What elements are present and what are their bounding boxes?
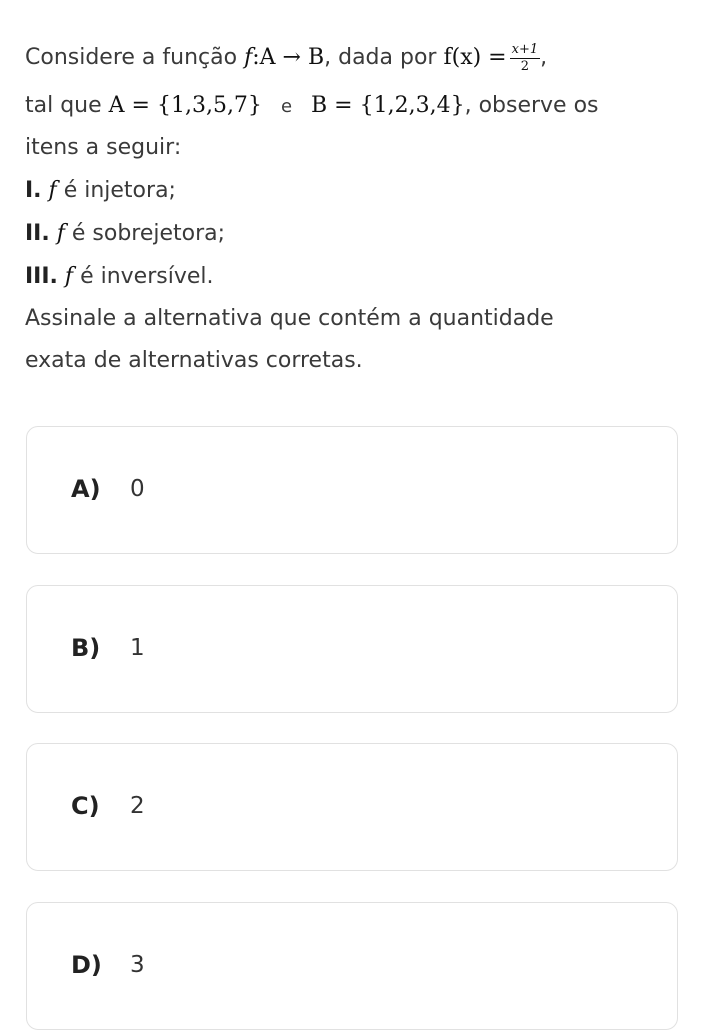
math-f: f [64,264,74,289]
option-letter: A) [71,475,101,503]
option-value: 3 [130,952,145,978]
item-text: é inversível. [80,264,214,289]
item-2 [25,218,225,250]
option-letter: B) [71,634,101,662]
statement-text: Considere a função [25,45,245,70]
conjunction-e: e [280,96,293,117]
item-number: I. [25,178,42,203]
math-f: f [244,45,253,70]
instruction-line-1: Assinale a alternativa que contém a quantidade [25,306,554,331]
fraction-denominator: 2 [520,58,530,74]
fraction [510,41,541,74]
option-d[interactable] [26,902,678,1030]
math-f: f [48,178,57,203]
math-f: f [56,221,65,246]
statement-comma: , [540,45,548,70]
statement-text: , observe os [464,93,599,118]
option-c[interactable] [26,743,678,871]
item-1 [25,175,176,207]
statement-line-1 [25,42,547,74]
set-a: A = {1,3,5,7} [108,93,262,118]
set-b: B = {1,2,3,4} [311,93,465,118]
math-fx: f(x) = [443,45,507,70]
option-value: 0 [130,476,145,502]
instruction-line-2: exata de alternativas corretas. [25,348,363,373]
fraction-numerator: x+1 [511,41,539,57]
item-3 [25,261,214,293]
option-b[interactable] [26,585,678,713]
statement-line-2 [25,90,599,123]
item-number: II. [25,221,50,246]
option-value: 1 [130,635,145,661]
item-number: III. [25,264,58,289]
option-value: 2 [130,793,145,819]
statement-text: , dada por [324,45,444,70]
option-a[interactable] [26,426,678,554]
item-text: é injetora; [63,178,176,203]
option-letter: C) [71,792,100,820]
item-text: é sobrejetora; [71,221,226,246]
statement-text: tal que [25,93,109,118]
option-letter: D) [71,951,102,979]
math-mapping: :A → B [252,45,325,70]
statement-line-3: itens a seguir: [25,135,182,160]
